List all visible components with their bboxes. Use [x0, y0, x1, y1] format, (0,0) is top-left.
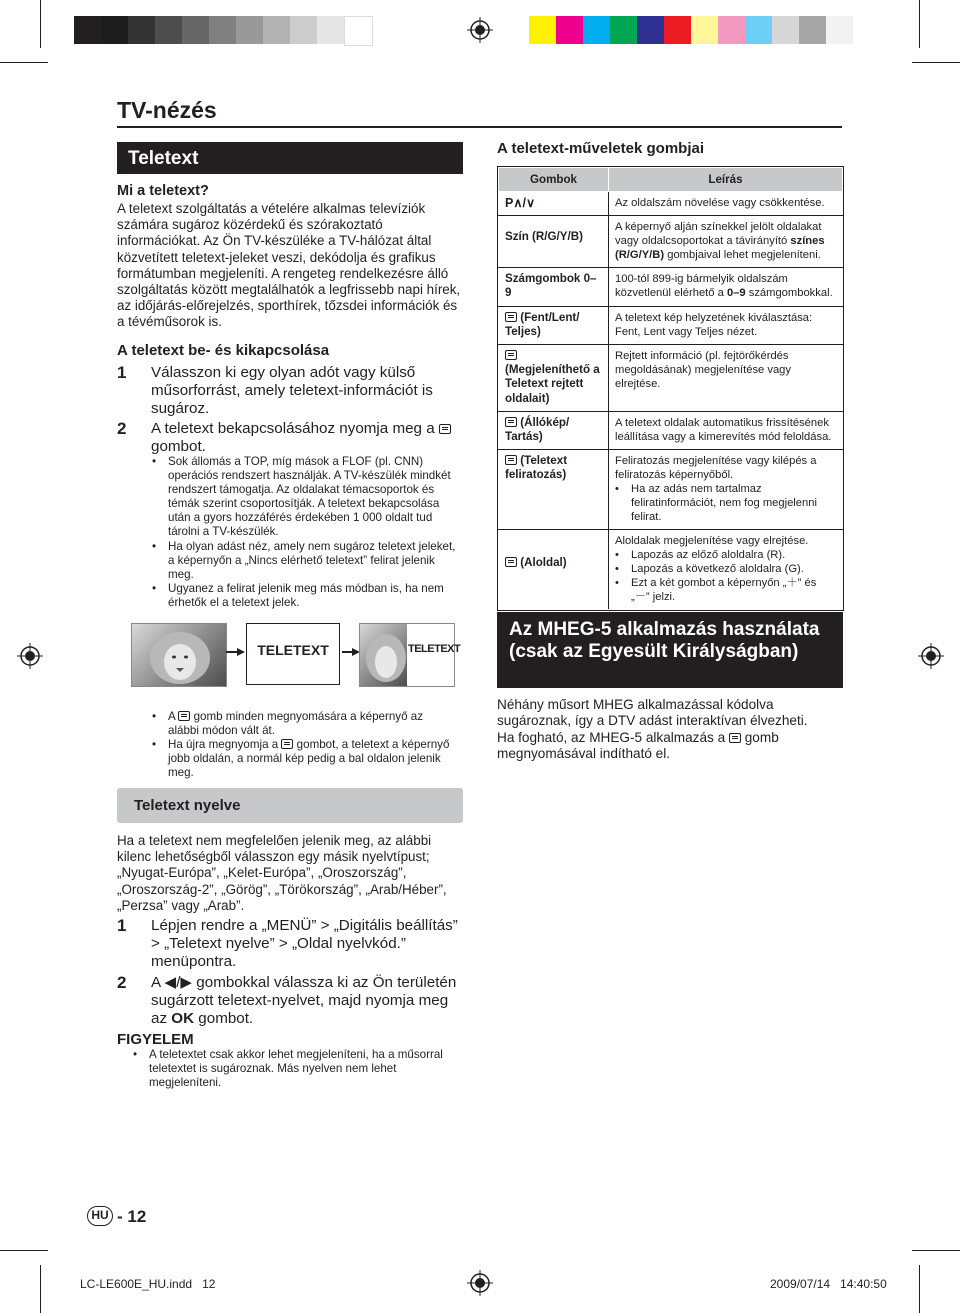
mheg-text: gomb megnyomásával indítható el. — [497, 729, 779, 762]
step-2-text-a: A teletext bekapcsolásához nyomja meg a — [151, 420, 435, 437]
list-item: • Ha az adás nem tartalmaz feliratinformációt, nem fog megjelenni felirat. — [631, 482, 836, 524]
diagram-notes — [152, 710, 457, 780]
step-number: 2 — [117, 973, 127, 992]
table-row — [499, 411, 843, 449]
column-header-buttons: Gombok — [499, 168, 609, 192]
table-row — [499, 192, 843, 216]
table-row — [499, 450, 843, 530]
button-name: P∧/∨ — [499, 192, 609, 216]
desc-text: gombjaival lehet megjeleníteni. — [664, 249, 821, 262]
mheg-paragraph — [497, 697, 817, 763]
mheg-title: Az MHEG-5 alkalmazás használata (csak az Egyesült Királyságban) — [509, 619, 820, 662]
note-block — [133, 1048, 468, 1090]
table-row — [499, 530, 843, 610]
mheg-text: Néhány műsort MHEG alkalmazással kódolva sugároznak, így a DTV adást interaktívan élvezheti. Ha fogható, az MHEG-5 alkalmazás a — [497, 697, 808, 745]
teletext-button-icon — [178, 711, 190, 721]
desc-text: A képernyő alján színekkel jelölt oldalakat vagy oldalcsoportokat a távirányító — [615, 221, 822, 248]
split-screen-image — [359, 623, 461, 687]
registration-mark-icon — [467, 1270, 493, 1296]
language-section-title: Teletext nyelve — [134, 797, 241, 814]
what-is-teletext-heading: Mi a teletext? — [117, 183, 209, 199]
table-row — [499, 306, 843, 344]
step-1-text: Válasszon ki egy olyan adót vagy külső műsorforrást, amely teletext-információt is sugároz. — [151, 364, 433, 418]
section-header-language — [117, 788, 463, 823]
language-badge: HU — [87, 1206, 113, 1226]
button-description: A teletext oldalak automatikus frissítésének leállítása vagy a kimerevítés mód feloldása. — [609, 411, 843, 449]
size-button-icon — [505, 312, 517, 322]
section-header-teletext — [117, 142, 463, 174]
hold-button-icon — [505, 417, 517, 427]
teletext-button-icon — [729, 733, 741, 743]
note-text: gombot, a teletext a képernyő jobb oldalán, a normál kép pedig a bal oldalon jelenik meg. — [168, 738, 450, 780]
table-row — [499, 268, 843, 306]
button-name — [499, 306, 609, 344]
table-row — [499, 216, 843, 268]
list-item — [168, 710, 457, 738]
registration-mark-icon — [17, 643, 43, 669]
teletext-button-icon — [281, 739, 293, 749]
on-off-heading: A teletext be- és kikapcsolása — [117, 342, 330, 359]
split-screen-label: TELETEXT — [408, 643, 461, 655]
print-date: 2009/07/14 14:40:50 — [770, 1277, 887, 1291]
list-item: • Ugyanez a felirat jelenik meg más módban is, ha nem érhetők el a teletext jelek. — [168, 582, 457, 610]
button-name — [499, 411, 609, 449]
button-label: (Teletext feliratozás) — [505, 454, 568, 482]
button-label: (Fent/Lent/ Teljes) — [505, 310, 580, 338]
desc-bold: 0–9 — [726, 287, 746, 300]
desc-text: Feliratozás megjelenítése vagy kilépés a feliratozás képernyőből. — [615, 455, 817, 482]
note-text: Ha újra megnyomja a — [168, 738, 279, 752]
list-item: • Sok állomás a TOP, míg mások a FLOF (pl. CNN) operációs rendszert használják. A TV-készülék mindkét rendszert támogatja. Az oldalakat témacsoportok és témák szerint csoportosítják. A teletext bekapcsolása után a gyors hozzáférés érdekében 1 000 oldalt tud tárolni a TV-készülék. — [168, 455, 457, 540]
page-title: TV-nézés — [117, 97, 217, 123]
language-step-2-a: A ◀/▶ gombokkal válassza ki az Ön területén sugárzott teletext-nyelvet, majd nyomja meg az — [151, 974, 457, 1028]
column-header-description: Leírás — [609, 168, 843, 192]
button-description — [609, 216, 843, 268]
registration-mark-icon — [467, 17, 493, 43]
step-2-text — [151, 420, 463, 456]
buttons-table-title: A teletext-műveletek gombjai — [497, 140, 705, 157]
button-name: Számgombok 0–9 — [499, 268, 609, 306]
button-description — [609, 268, 843, 306]
subpage-button-icon — [505, 557, 517, 567]
list-item: • A teletextet csak akkor lehet megjeleníteni, ha a műsorral teletextet is sugároznak. Más nyelven nem lehet megjeleníteni. — [149, 1048, 468, 1090]
desc-text: számgombokkal. — [745, 287, 833, 300]
file-name: LC-LE600E_HU.indd 12 — [80, 1277, 216, 1291]
button-description — [609, 450, 843, 530]
button-description — [609, 530, 843, 610]
teletext-buttons-table — [497, 166, 844, 611]
desc-bold: színes (R/G/Y/B) — [615, 235, 825, 262]
button-description: Rejtett információ (pl. fejtörőkérdés megoldásának) megjelenítése vagy elrejtése. — [609, 345, 843, 412]
list-item: • Ezt a két gombot a képernyőn „＋” és „－” jelzi. — [631, 576, 836, 604]
language-step-2-b: gombot. — [198, 1010, 254, 1028]
arrow-right-icon — [237, 648, 245, 656]
teletext-screen-label: TELETEXT — [257, 642, 329, 658]
step-2-text-b: gombot. — [151, 438, 206, 456]
tv-picture-image — [131, 623, 227, 687]
section-header-mheg — [497, 612, 843, 688]
step-number: 1 — [117, 363, 127, 382]
page-number: - 12 — [117, 1207, 147, 1226]
language-step-2 — [151, 974, 463, 1029]
list-item — [168, 738, 457, 780]
button-name — [499, 450, 609, 530]
button-label: (Állókép/ Tartás) — [505, 415, 570, 444]
note-heading: FIGYELEM — [117, 1031, 194, 1048]
registration-mark-icon — [918, 643, 944, 669]
desc-text: 100-tól 899-ig bármelyik oldalszám közvetlenül elérhető a — [615, 273, 788, 300]
teletext-button-icon — [439, 424, 451, 434]
title-rule — [117, 126, 842, 128]
note-text: A — [168, 710, 176, 723]
table-row — [499, 345, 843, 412]
list-item: • Ha olyan adást néz, amely nem sugároz teletext jeleket, a képernyőn a „Nincs elérhető teletext” felirat jelenik meg. — [168, 540, 457, 582]
desc-text: Aloldalak megjelenítése vagy elrejtése. — [615, 535, 809, 548]
list-item: • Lapozás a következő aloldalra (G). — [631, 562, 836, 576]
intro-paragraph: A teletext szolgáltatás a vételére alkalmas televíziók számára sugároz közérdekű és szórakoztató információkat. Az Ön TV-készüléke a TV-hálózat által közvetített teletext-jeleket veszi, dekódolja és grafikus formátumban megjeleníti. A rengeteg rendelkezésre álló szolgáltatás között megtalálhatók a legfrissebb napi hírek, az időjárás-előrejelzés, sporthírek, tőzsdei információk és a tévéműsorok is. — [117, 201, 461, 330]
reveal-button-icon — [505, 350, 517, 360]
step-2-notes — [152, 455, 457, 610]
language-step-1: Lépjen rendre a „MENÜ” > „Digitális beállítás” > „Teletext nyelve” > „Oldal nyelvkód.” menüpontra. — [151, 917, 458, 971]
section-title: Teletext — [128, 148, 199, 169]
button-name: Szín (R/G/Y/B) — [499, 216, 609, 268]
note-text: gomb minden megnyomására a képernyő az alábbi módon vált át. — [168, 710, 423, 738]
step-number: 2 — [117, 419, 127, 438]
language-intro: Ha a teletext nem megfelelően jelenik meg, az alábbi kilenc lehetőségből válasszon egy másik nyelvtípust; „Nyugat-Európa”, „Kelet-Európa”, „Oroszország”, „Oroszország-2”, „Görög”, „Törökország”, „Arab/Héber”, „Perzsa” vagy „Arab”. — [117, 833, 447, 913]
list-item: • Lapozás az előző aloldalra (R). — [631, 548, 836, 562]
teletext-screen-box — [246, 623, 340, 685]
button-label: (Megjeleníthető a Teletext rejtett oldalait) — [505, 363, 600, 405]
button-description: Az oldalszám növelése vagy csökkentése. — [609, 192, 843, 216]
button-name — [499, 530, 609, 610]
subtitle-button-icon — [505, 455, 517, 465]
button-label: (Aloldal) — [520, 556, 567, 570]
step-number: 1 — [117, 916, 127, 935]
button-description: A teletext kép helyzetének kiválasztása: Fent, Lent vagy Teljes nézet. — [609, 306, 843, 344]
ok-key-label: OK — [171, 1010, 195, 1028]
button-name — [499, 345, 609, 412]
